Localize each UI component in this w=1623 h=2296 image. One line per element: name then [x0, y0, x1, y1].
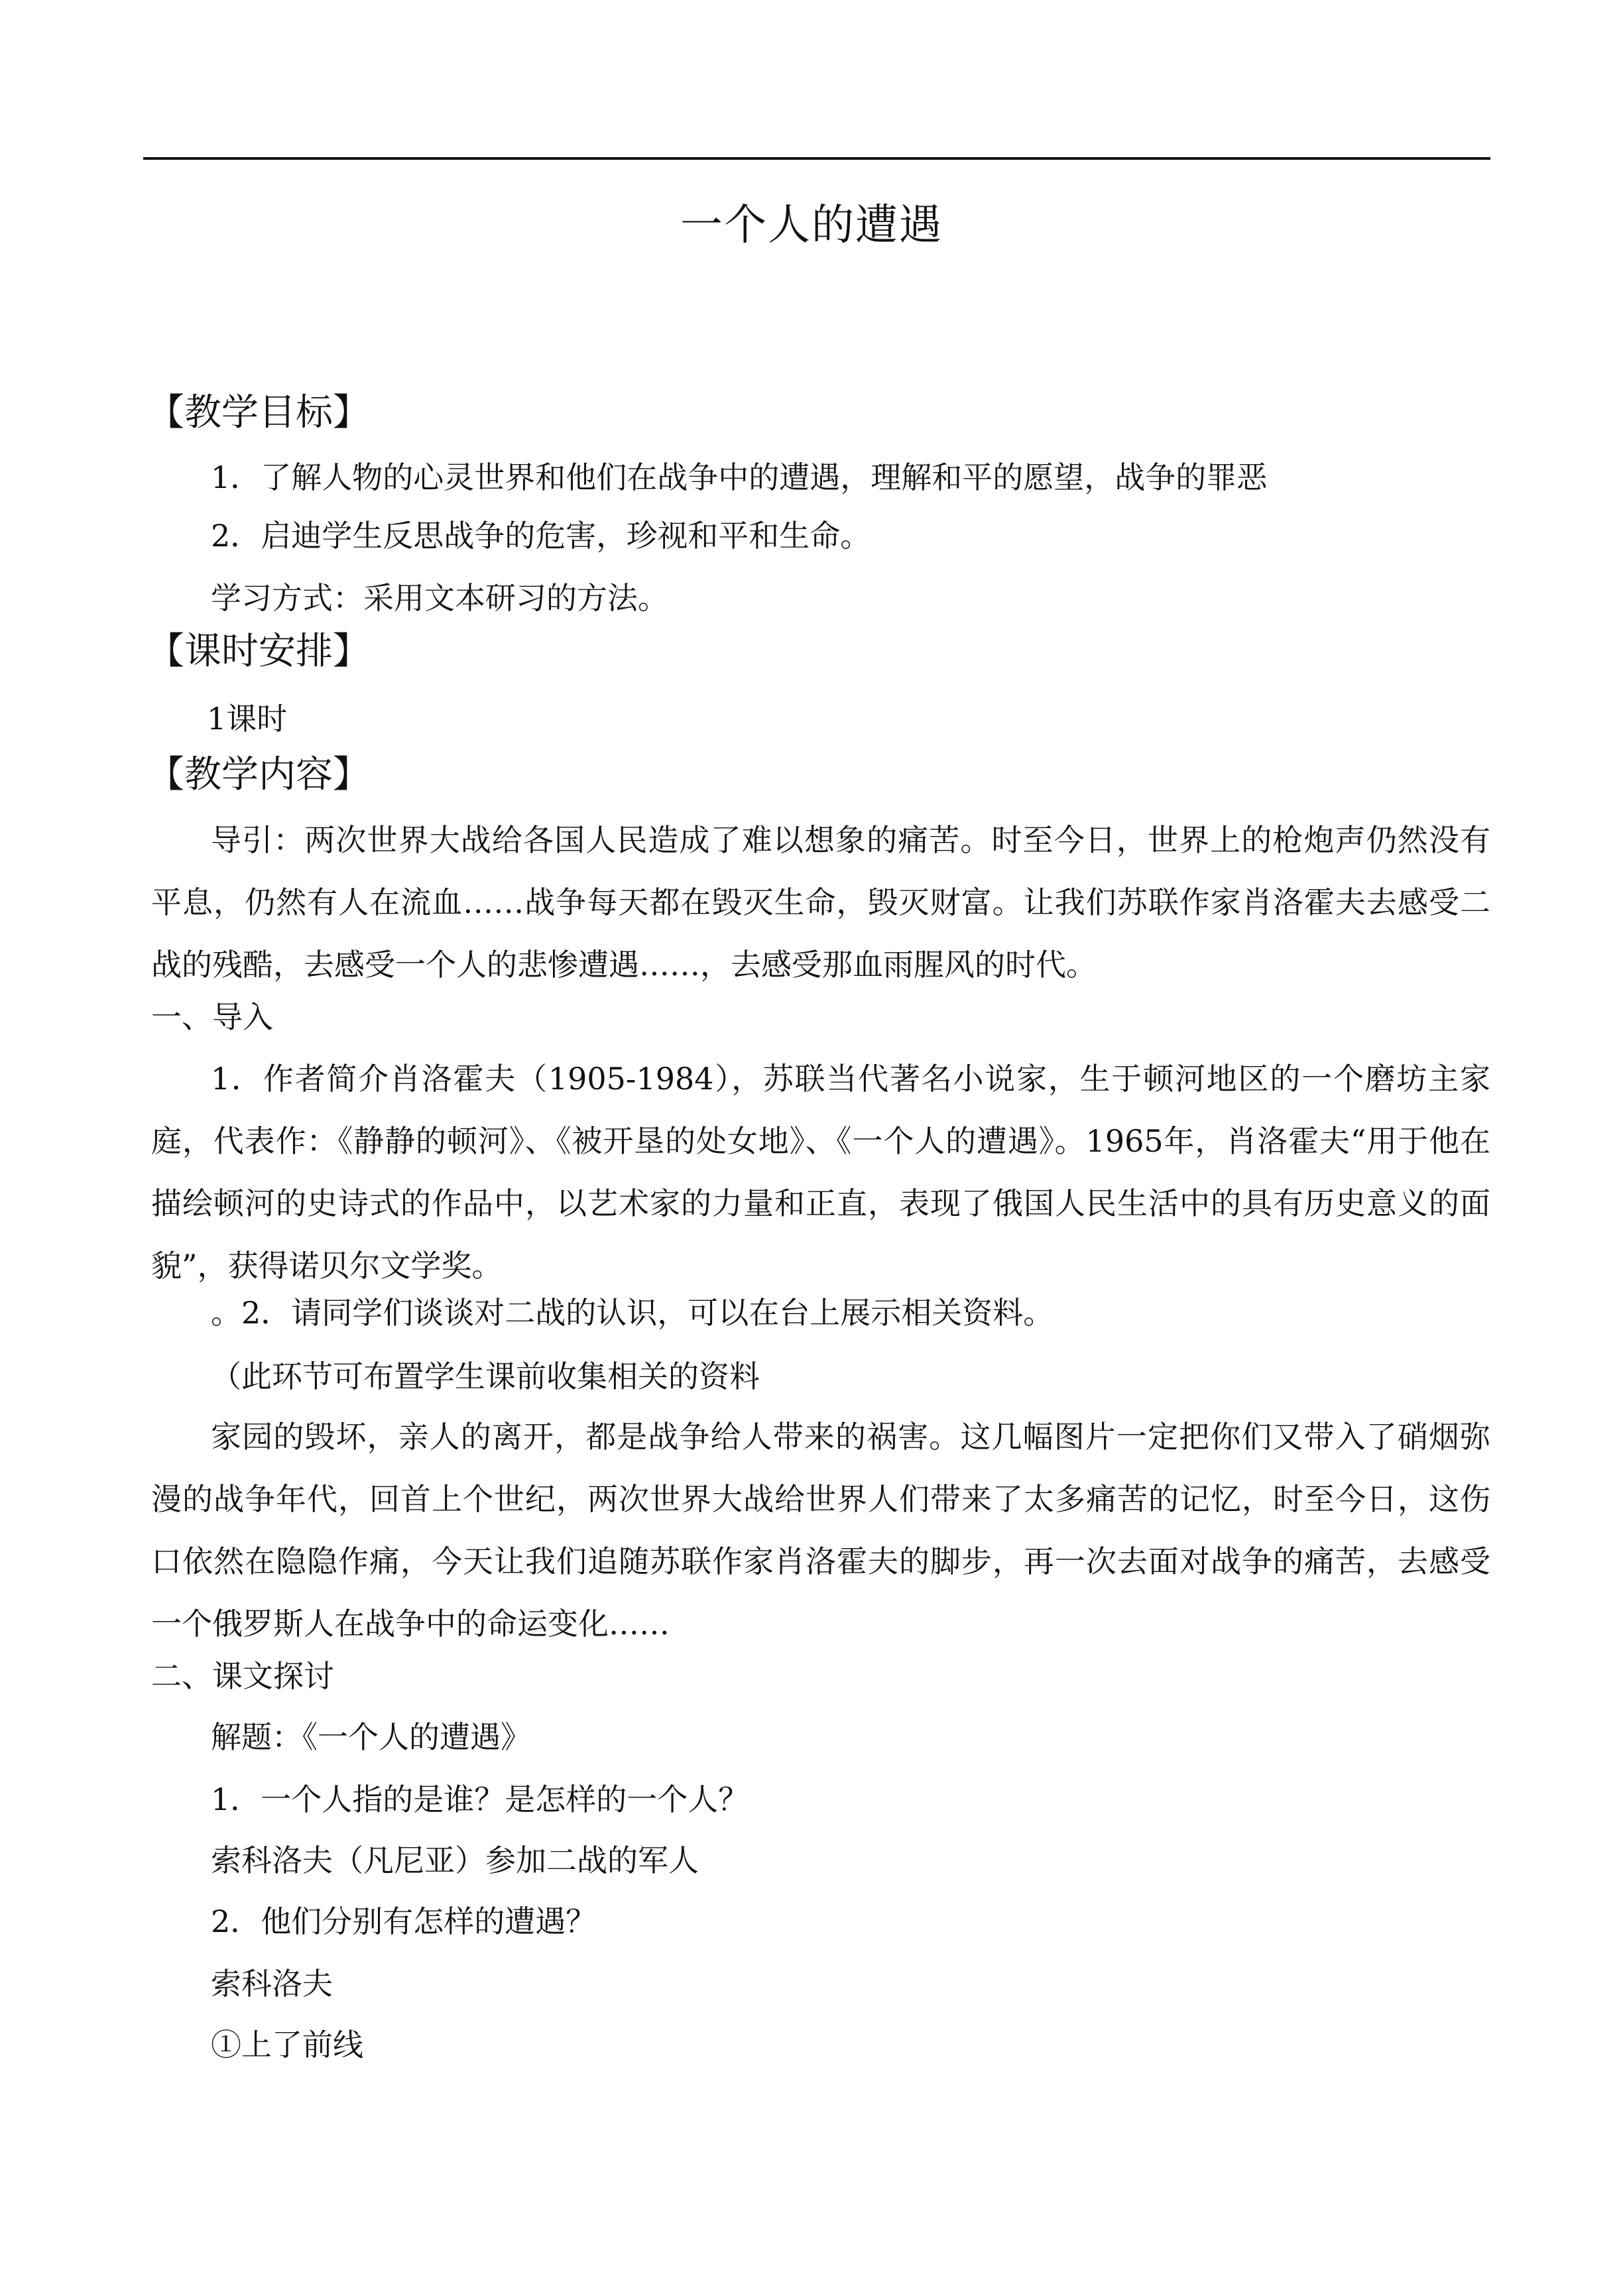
- explain-title-line: 解题：《一个人的遭遇》: [211, 1719, 531, 1755]
- section-heading-schedule: 【课时安排】: [147, 630, 370, 673]
- intro-paragraph: 导引：两次世界大战给各国人民造成了难以想象的痛苦。时至今日，世界上的枪炮声仍然没有平息，仍然有人在流血……战争每天都在毁灭生命，毁灭财富。让我们苏联作家肖洛霍夫去感受二战的残酷，去感受一个人的悲惨遭遇……，去感受那血雨腥风的时代。: [151, 822, 1490, 983]
- answer-2-item-1: ①上了前线: [211, 2027, 363, 2063]
- goal-item-1: 1．了解人物的心灵世界和他们在战争中的遭遇，理解和平的愿望，战争的罪恶: [211, 459, 1268, 495]
- page-title: 一个人的遭遇: [680, 201, 943, 250]
- author-intro-paragraph: 1．作者简介肖洛霍夫（1905-1984），苏联当代著名小说家，生于顿河地区的一个磨坊主家庭，代表作：《静静的顿河》、《被开垦的处女地》、《一个人的遭遇》。1965年，肖洛霍夫“用于他在描绘顿河的史诗式的作品中，以艺术家的力量和正直，表现了俄国人民生活中的具有历史意义的面貌”，获得诺贝尔文学奖。: [151, 1061, 1490, 1284]
- goal-item-2: 2．启迪学生反思战争的危害，珍视和平和生命。: [211, 518, 871, 554]
- answer-1: 索科洛夫（凡尼亚）参加二战的军人: [211, 1843, 699, 1878]
- schedule-text: 1课时: [207, 701, 288, 737]
- answer-2-subject: 索科洛夫: [211, 1966, 333, 2002]
- discussion-prompt: 。2．请同学们谈谈对二战的认识，可以在台上展示相关资料。: [211, 1295, 1054, 1331]
- question-1: 1．一个人指的是谁？是怎样的一个人？: [211, 1782, 749, 1817]
- section-heading-content: 【教学内容】: [147, 753, 370, 796]
- teacher-note: （此环节可布置学生课前收集相关的资料: [211, 1359, 760, 1394]
- section-heading-teaching-goals: 【教学目标】: [147, 391, 370, 434]
- header-rule: [143, 157, 1490, 160]
- question-2: 2．他们分别有怎样的遭遇？: [211, 1903, 597, 1939]
- part1-heading: 一、导入: [151, 999, 273, 1035]
- part2-heading: 二、课文探讨: [151, 1658, 334, 1694]
- learning-method: 学习方式：采用文本研习的方法。: [211, 580, 668, 616]
- lead-in-paragraph: 家园的毁坏，亲人的离开，都是战争给人带来的祸害。这几幅图片一定把你们又带入了硝烟弥漫的战争年代，回首上个世纪，两次世界大战给世界人们带来了太多痛苦的记忆，时至今日，这伤口依然在隐隐作痛，今天让我们追随苏联作家肖洛霍夫的脚步，再一次去面对战争的痛苦，去感受一个俄罗斯人在战争中的命运变化……: [151, 1419, 1490, 1642]
